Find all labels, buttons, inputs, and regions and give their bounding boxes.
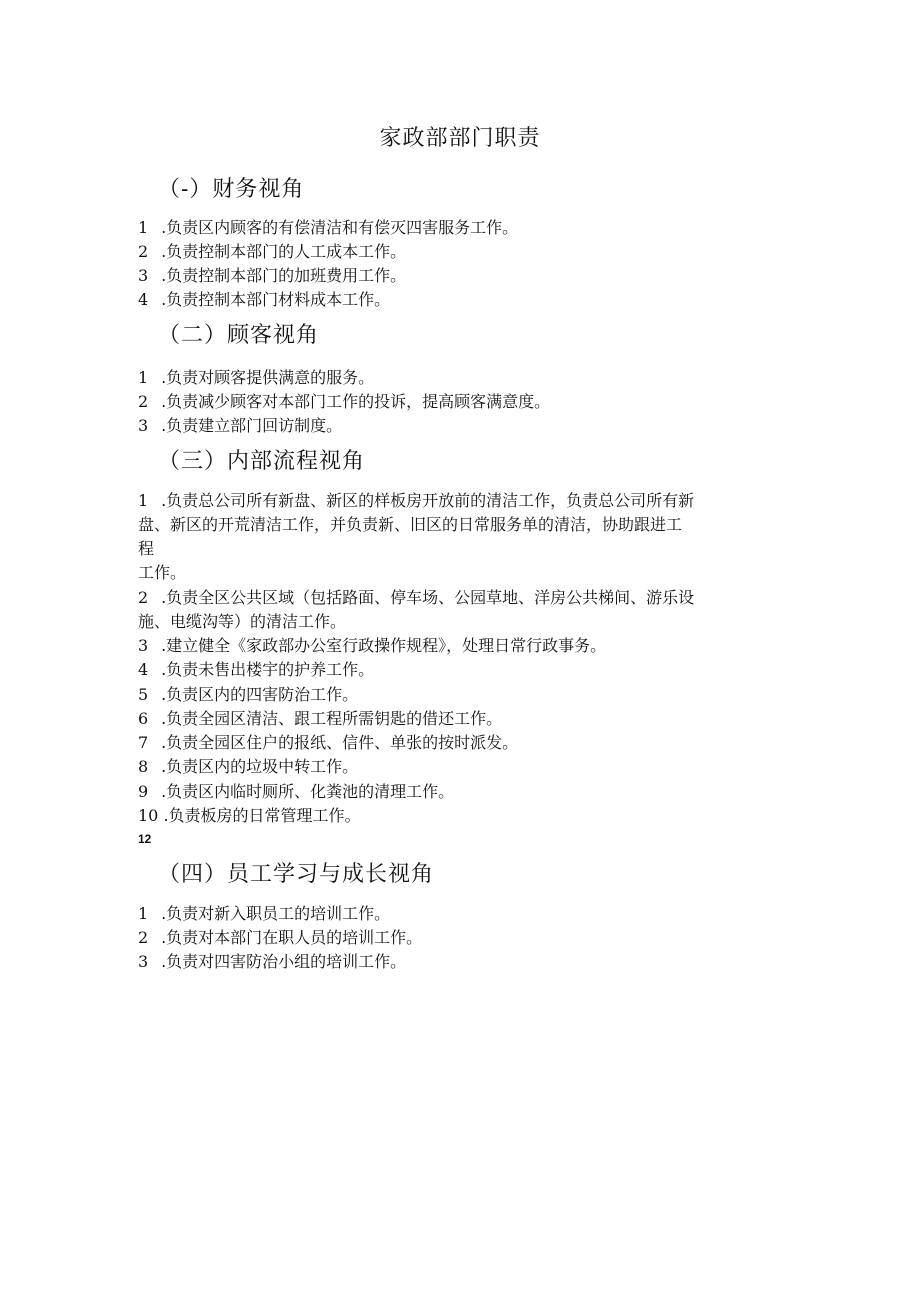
item-number: 3	[138, 266, 149, 285]
item-text: .负责控制本部门的人工成本工作。	[161, 242, 407, 261]
item-text: .负责区内的四害防治工作。	[161, 685, 359, 704]
item-text: .负责对本部门在职人员的培训工作。	[161, 928, 423, 947]
item-text: .负责建立部门回访制度。	[161, 416, 343, 435]
item-text: .负责控制本部门材料成本工作。	[161, 290, 391, 309]
item-number: 8	[138, 757, 149, 776]
item-text: .负责全区公共区域（包括路面、停车场、公园草地、洋房公共梯间、游乐设	[161, 588, 695, 607]
item-number: 1	[138, 368, 149, 387]
list-item-continuation: 工作。	[138, 563, 187, 582]
item-number: 3	[138, 952, 149, 971]
item-text: .负责未售出楼宇的护养工作。	[161, 660, 375, 679]
item-text: .负责对顾客提供满意的服务。	[161, 368, 375, 387]
list-item-continuation: 施、电缆沟等）的清洁工作。	[138, 612, 347, 631]
list-item	[138, 683, 783, 707]
list-item	[138, 216, 783, 240]
section-heading-internal-process: （三）内部流程视角	[158, 449, 366, 474]
item-text: .负责总公司所有新盘、新区的样板房开放前的清洁工作，负责总公司所有新	[161, 491, 695, 510]
list-item	[138, 731, 783, 755]
item-text: .负责对四害防治小组的培训工作。	[161, 952, 407, 971]
item-number: 7	[138, 733, 149, 752]
list-item	[138, 264, 783, 288]
list-item	[138, 780, 783, 804]
list-item	[138, 240, 783, 264]
list-item	[138, 366, 783, 390]
list-item	[138, 707, 783, 731]
list-item	[138, 288, 783, 312]
item-number: 2	[138, 392, 149, 411]
item-number: 2	[138, 242, 149, 261]
section-heading-finance: （-）财务视角	[158, 177, 305, 202]
item-number: 6	[138, 709, 149, 728]
list-item	[138, 414, 783, 438]
item-number: 3	[138, 416, 149, 435]
page-number: 12	[138, 832, 152, 846]
item-text: .负责区内临时厕所、化粪池的清理工作。	[161, 782, 455, 801]
item-number: 1	[138, 218, 149, 237]
item-number: 4	[138, 290, 149, 309]
item-number: 3	[138, 636, 149, 655]
item-text: .负责控制本部门的加班费用工作。	[161, 266, 407, 285]
list-item-continuation: 程	[138, 539, 155, 558]
item-text: .建立健全《家政部办公室行政操作规程》，处理日常行政事务。	[161, 636, 607, 655]
item-text: .负责对新入职员工的培训工作。	[161, 904, 391, 923]
list-item	[138, 586, 783, 610]
list-item	[138, 390, 783, 414]
item-number: 5	[138, 685, 149, 704]
list-item	[138, 755, 783, 779]
list-item	[138, 950, 783, 974]
item-text: .负责板房的日常管理工作。	[163, 806, 361, 825]
item-text: .负责全园区住户的报纸、信件、单张的按时派发。	[161, 733, 519, 752]
item-number: 1	[138, 491, 149, 510]
list-item-continuation: 盘、新区的开荒清洁工作，并负责新、旧区的日常服务单的清洁，协助跟进工	[138, 515, 683, 534]
section-heading-customer: （二）顾客视角	[158, 323, 320, 348]
item-text: .负责减少顾客对本部门工作的投诉，提高顾客满意度。	[161, 392, 551, 411]
item-number: 2	[138, 928, 149, 947]
list-item	[138, 489, 783, 513]
list-item	[138, 634, 783, 658]
document-title: 家政部部门职责	[379, 126, 541, 151]
list-item	[138, 804, 783, 828]
section-heading-learning-growth: （四）员工学习与成长视角	[158, 862, 435, 887]
item-text: .负责全园区清洁、跟工程所需钥匙的借还工作。	[161, 709, 503, 728]
list-item	[138, 658, 783, 682]
item-number: 10	[138, 806, 159, 825]
item-text: .负责区内顾客的有偿清洁和有偿灭四害服务工作。	[161, 218, 519, 237]
list-item	[138, 926, 783, 950]
item-number: 4	[138, 660, 149, 679]
list-item	[138, 902, 783, 926]
item-number: 9	[138, 782, 149, 801]
item-number: 1	[138, 904, 149, 923]
item-text: .负责区内的垃圾中转工作。	[161, 757, 359, 776]
item-number: 2	[138, 588, 149, 607]
